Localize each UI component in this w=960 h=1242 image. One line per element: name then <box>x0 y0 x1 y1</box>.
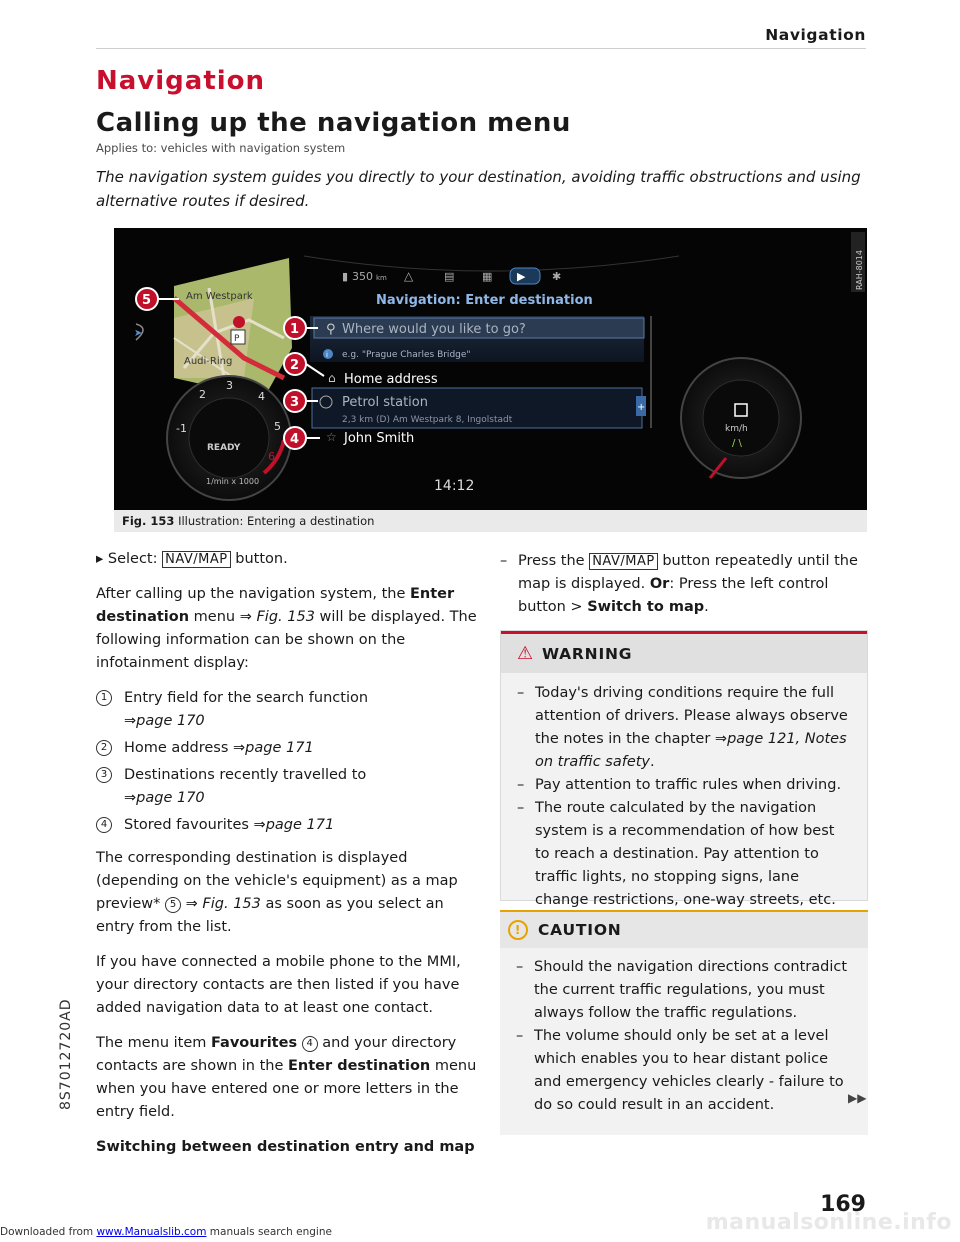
svg-text:P: P <box>234 334 240 344</box>
map-street-label-2: Audi-Ring <box>184 356 233 367</box>
svg-text:1: 1 <box>290 322 300 337</box>
star-icon: ☆ <box>326 430 337 444</box>
settings-icon: ✱ <box>552 270 562 283</box>
page-reference: page 171 <box>245 740 314 756</box>
chapter-title: Navigation <box>96 66 266 96</box>
page-number: 169 <box>820 1192 866 1217</box>
document-code: 8S7012720AD <box>58 998 74 1110</box>
warning-box <box>500 630 868 908</box>
tacho-ready-label: READY <box>207 443 241 453</box>
add-icon: + <box>637 402 646 413</box>
contacts-paragraph: If you have connected a mobile phone to the MMI, your directory contacts are then listed if you have added navigation data to at least one contact. <box>96 954 461 1016</box>
figure-reference: Fig. 153 <box>202 896 261 912</box>
nav-tab-icon: ▶ <box>517 270 526 283</box>
menu-title: Navigation: Enter destination <box>376 293 593 308</box>
speed-unit-label: km/h <box>725 424 748 434</box>
legend-item: 1 Entry field for the search function ⇒page 170 <box>96 687 478 733</box>
figure-caption-text: Illustration: Entering a destination <box>178 514 375 528</box>
legend-list <box>96 687 478 837</box>
map-preview-paragraph: The corresponding destination is displayed (depending on the vehicle's equipment) as a map preview* 5 ⇒ Fig. 153 as soon as you select an entry from the list. <box>96 850 458 935</box>
caution-item: – Should the navigation directions contradict the current traffic regulations, you must always follow the traffic regulations. <box>516 959 848 1021</box>
tacho-unit-label: 1/min x 1000 <box>206 477 260 486</box>
tacho-number: 2 <box>199 388 206 401</box>
intro-paragraph: The navigation system guides you directly to your destination, avoiding traffic obstructions and using alternative routes if desired. <box>96 168 861 210</box>
watermark: manualsonline.info <box>705 1210 952 1235</box>
search-field-placeholder: Where would you like to go? <box>342 322 526 337</box>
tacho-number: -1 <box>176 422 187 435</box>
home-address-item: Home address <box>344 372 438 387</box>
tacho-number: 4 <box>258 390 265 403</box>
tacho-number: 3 <box>226 379 233 392</box>
recent-destination-item: Petrol station <box>342 395 428 410</box>
legend-item: 2 Home address ⇒page 171 <box>96 737 478 760</box>
warning-item: – The route calculated by the navigation system is a recommendation of how best to reach a destination. Pay attention to traffic lights, no stopping signs, lane change restrictions, one-way streets, etc. <box>517 800 836 908</box>
page-reference: page 171 <box>265 817 335 833</box>
subheading: Switching between destination entry and map <box>96 1139 475 1155</box>
figure-caption <box>114 510 867 532</box>
cockpit-figure <box>114 228 867 510</box>
header-divider <box>96 48 866 49</box>
fuel-icon: ▮ <box>342 270 349 283</box>
warning-item: – Today's driving conditions require the full attention of drivers. Please always observe the notes in the chapter ⇒page 121, Notes on traffic safety. <box>517 685 848 770</box>
tacho-number: 5 <box>274 420 281 433</box>
svg-text:3: 3 <box>290 395 300 410</box>
left-column <box>96 548 478 1159</box>
nav-map-key: NAV/MAP <box>162 551 231 568</box>
svg-text:/ \: / \ <box>732 438 742 449</box>
figure-code: RAH-8014 <box>855 250 864 290</box>
page-reference: page 170 <box>136 713 205 729</box>
speedometer <box>681 358 801 478</box>
nav-map-key: NAV/MAP <box>589 553 658 570</box>
warning-title: WARNING <box>541 644 633 663</box>
svg-text:i: i <box>326 351 328 359</box>
clock: 14:12 <box>434 478 475 494</box>
caution-icon: ! <box>508 920 528 940</box>
manualslib-link[interactable]: www.Manualslib.com <box>96 1226 207 1238</box>
svg-text:➤: ➤ <box>134 328 143 339</box>
warning-header <box>501 631 867 673</box>
tacho-number: 6 <box>268 450 275 463</box>
search-field-icon: ⚲ <box>326 322 336 337</box>
home-icon: ⌂ <box>328 371 336 385</box>
warning-icon: △ <box>404 269 414 283</box>
continue-arrow-icon: ▶▶ <box>848 1091 867 1105</box>
svg-text:4: 4 <box>290 432 300 447</box>
applies-to-note: Applies to: vehicles with navigation system <box>96 141 346 155</box>
section-title: Calling up the navigation menu <box>96 108 571 138</box>
svg-text:2: 2 <box>290 358 300 373</box>
legend-item: 3 Destinations recently travelled to ⇒page 170 <box>96 764 478 810</box>
range-value: 350 <box>352 270 373 283</box>
legend-item: 4 Stored favourites ⇒page 171 <box>96 814 478 837</box>
page-reference: page 170 <box>136 790 205 806</box>
recent-destination-detail: 2,3 km (D) Am Westpark 8, Ingolstadt <box>342 415 513 425</box>
figure-number: Fig. 153 <box>122 514 175 528</box>
range-unit: km <box>376 274 387 282</box>
radio-icon: ▤ <box>444 270 455 283</box>
warning-triangle-icon: ⚠ <box>517 643 534 664</box>
page-reference: page 121, Notes on traffic safety <box>535 731 847 770</box>
caution-title: CAUTION <box>538 921 622 939</box>
running-header: Navigation <box>765 26 866 44</box>
step-item: – Press the NAV/MAP button repeatedly until the map is displayed. Or: Press the left control button > Switch to map. <box>500 553 858 615</box>
select-instruction: ▸ Select: NAV/MAP button. <box>96 551 288 567</box>
tachometer <box>167 376 291 500</box>
description-paragraph: After calling up the navigation system, the Enter destination menu ⇒ Fig. 153 will be displayed. The following information can be shown on the infotainment display: <box>96 586 477 671</box>
cockpit-illustration <box>114 228 867 510</box>
search-field-hint: e.g. "Prague Charles Bridge" <box>342 350 471 360</box>
map-street-label-1: Am Westpark <box>186 291 253 302</box>
caution-box <box>500 910 868 1135</box>
favourites-paragraph: The menu item Favourites 4 and your directory contacts are shown in the Enter destination menu when you have entered one or more letters in the entry field. <box>96 1035 477 1120</box>
favourite-item: John Smith <box>344 431 415 446</box>
right-column-step <box>500 550 868 619</box>
download-footer: Downloaded from www.Manualslib.com manuals search engine <box>0 1226 332 1238</box>
svg-text:5: 5 <box>142 293 152 308</box>
caution-header <box>500 910 868 948</box>
media-icon: ▦ <box>482 270 493 283</box>
warning-item: – Pay attention to traffic rules when driving. <box>517 777 842 793</box>
figure-reference: Fig. 153 <box>256 609 315 625</box>
caution-item: – The volume should only be set at a level which enables you to hear distant police and emergency vehicles clearly - failure to do so could result in an accident. <box>516 1028 844 1113</box>
